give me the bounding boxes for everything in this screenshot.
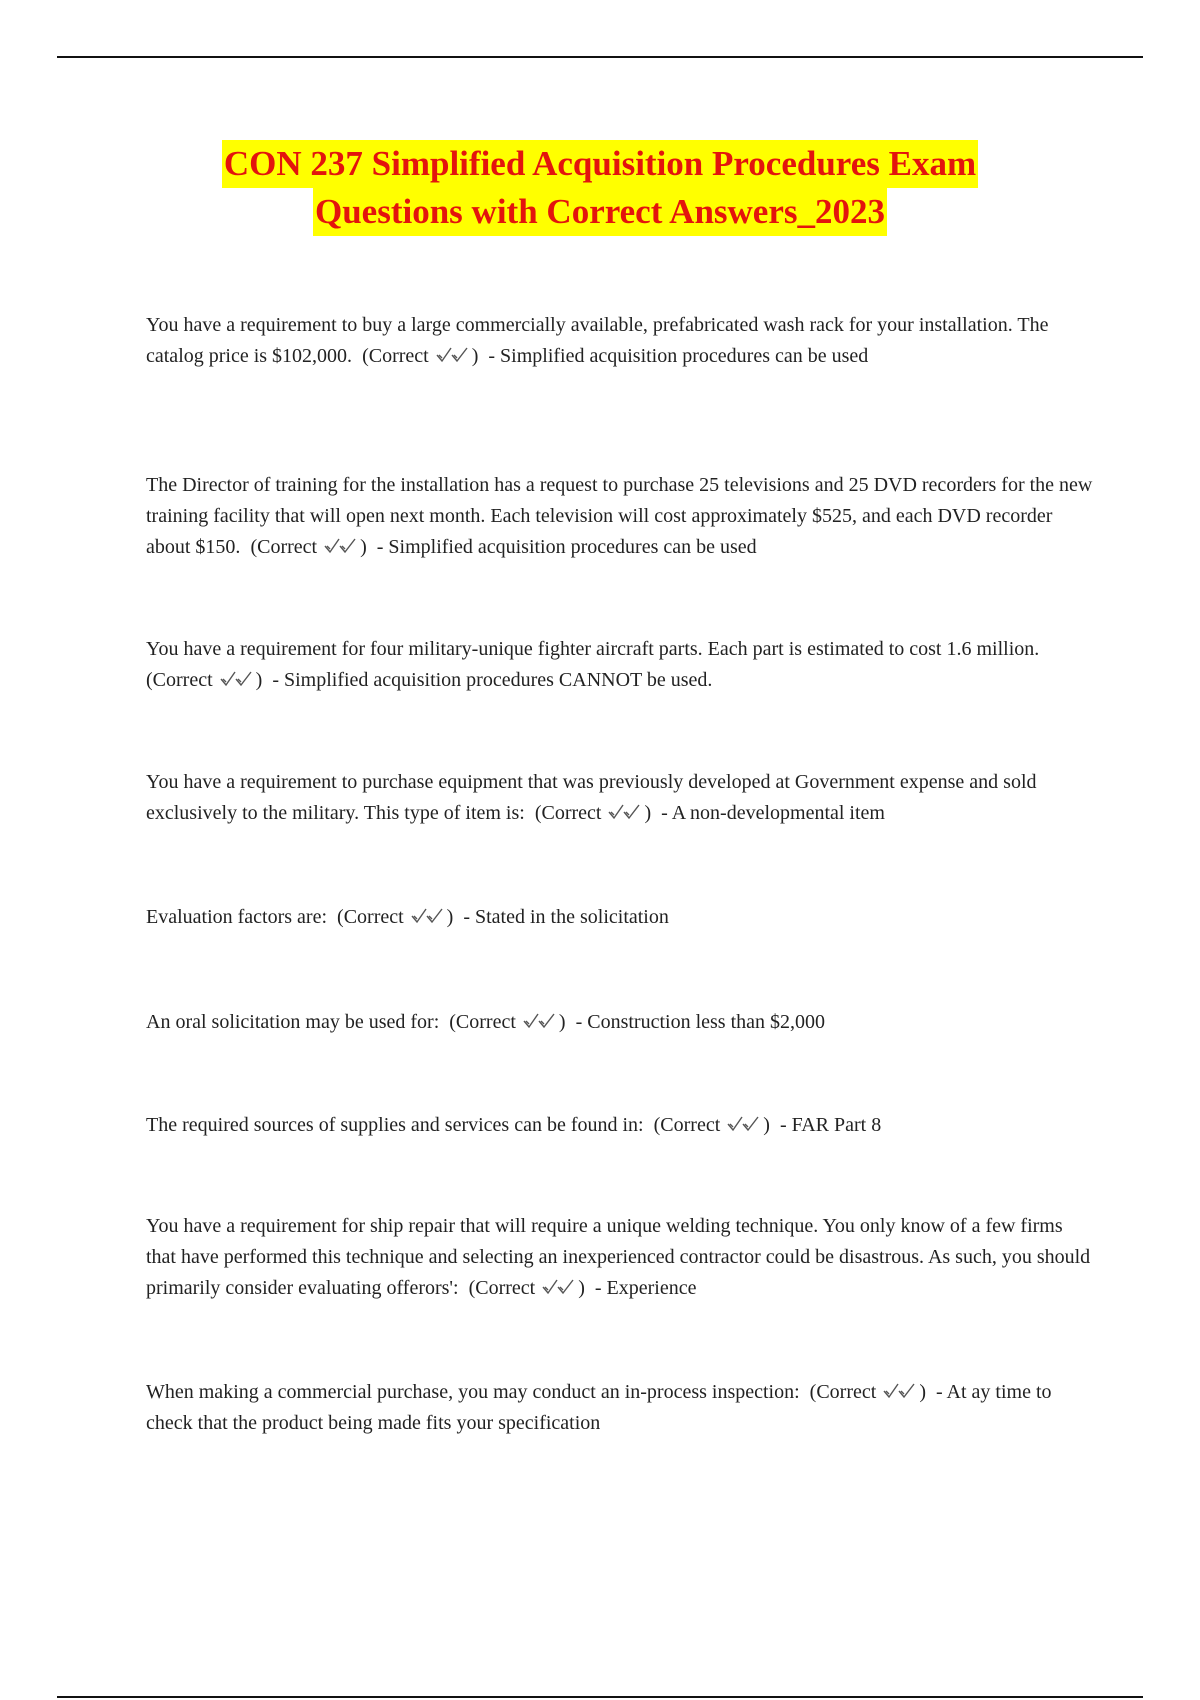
correct-marker-close: ) — [446, 906, 454, 928]
double-check-icon — [324, 537, 358, 555]
question-text: The required sources of supplies and services can be found in: — [146, 1114, 644, 1136]
correct-marker-close: ) — [360, 536, 367, 558]
double-check-icon — [542, 1278, 576, 1296]
answer-text: - Simplified acquisition procedures can be used — [376, 536, 757, 558]
correct-marker-close: ) — [255, 669, 263, 691]
qa-item-8 — [146, 1211, 1096, 1304]
correct-marker: (Correct — [337, 906, 404, 928]
answer-text: - Simplified acquisition procedures can be used — [488, 345, 869, 367]
qa-item-5 — [146, 902, 1096, 933]
answer-text: - Construction less than $2,000 — [575, 1011, 826, 1033]
page-title — [100, 140, 1100, 236]
question-text: The Director of training for the installation has a request to purchase 25 televisions and 25 DVD recorders for the new training facility that will open next month. Each television will cost approximately $525, and each DVD recorder about $150. — [146, 474, 1093, 558]
question-text: An oral solicitation may be used for: — [146, 1011, 440, 1033]
qa-item-9 — [146, 1377, 1096, 1439]
double-check-icon — [727, 1115, 761, 1133]
question-text: You have a requirement for four military-unique fighter aircraft parts. Each part is estimated to cost 1.6 million. — [146, 638, 1040, 660]
top-rule — [57, 56, 1143, 58]
double-check-icon — [411, 907, 445, 925]
question-text: Evaluation factors are: — [146, 906, 328, 928]
correct-marker-close: ) — [919, 1381, 926, 1403]
qa-item-1 — [146, 310, 1096, 372]
correct-marker: (Correct — [146, 669, 213, 691]
title-line-2: Questions with Correct Answers_2023 — [313, 188, 887, 236]
double-check-icon — [608, 803, 642, 821]
bottom-rule — [57, 1696, 1143, 1698]
qa-item-2 — [146, 470, 1096, 563]
double-check-icon — [523, 1012, 557, 1030]
answer-text: - Simplified acquisition procedures CANNOT be used. — [272, 669, 713, 691]
qa-item-3 — [146, 634, 1096, 696]
correct-marker: (Correct — [809, 1381, 877, 1403]
title-line-1: CON 237 Simplified Acquisition Procedures Exam — [222, 140, 978, 188]
question-text: You have a requirement for ship repair that will require a unique welding technique. You only know of a few firms that have performed this technique and selecting an inexperienced contractor could be disastrous. As such, you should primarily consider evaluating offerors': — [146, 1215, 1091, 1299]
answer-text: - FAR Part 8 — [779, 1114, 882, 1136]
correct-marker: (Correct — [362, 345, 429, 367]
answer-text: - Experience — [594, 1277, 697, 1299]
qa-item-6 — [146, 1007, 1096, 1038]
correct-marker-close: ) — [644, 802, 652, 824]
question-text: You have a requirement to buy a large commercially available, prefabricated wash rack for your installation. The catalog price is $102,000. — [146, 314, 1049, 367]
correct-marker: (Correct — [468, 1277, 536, 1299]
correct-marker-close: ) — [763, 1114, 770, 1136]
question-text: You have a requirement to purchase equipment that was previously developed at Government expense and sold exclusively to the military. This type of item is: — [146, 771, 1037, 824]
correct-marker: (Correct — [534, 802, 602, 824]
qa-item-7 — [146, 1110, 1096, 1141]
question-text: When making a commercial purchase, you may conduct an in-process inspection: — [146, 1381, 800, 1403]
correct-marker: (Correct — [449, 1011, 516, 1033]
double-check-icon — [220, 670, 254, 688]
double-check-icon — [436, 346, 470, 364]
double-check-icon — [883, 1382, 917, 1400]
correct-marker-close: ) — [578, 1277, 585, 1299]
qa-item-4 — [146, 767, 1096, 829]
correct-marker: (Correct — [250, 536, 318, 558]
answer-text: - At ay time to check that the product being made fits your specification — [146, 1381, 1052, 1434]
answer-text: - Stated in the solicitation — [463, 906, 669, 928]
answer-text: - A non-developmental item — [661, 802, 885, 824]
correct-marker-close: ) — [558, 1011, 566, 1033]
correct-marker: (Correct — [653, 1114, 721, 1136]
correct-marker-close: ) — [471, 345, 479, 367]
